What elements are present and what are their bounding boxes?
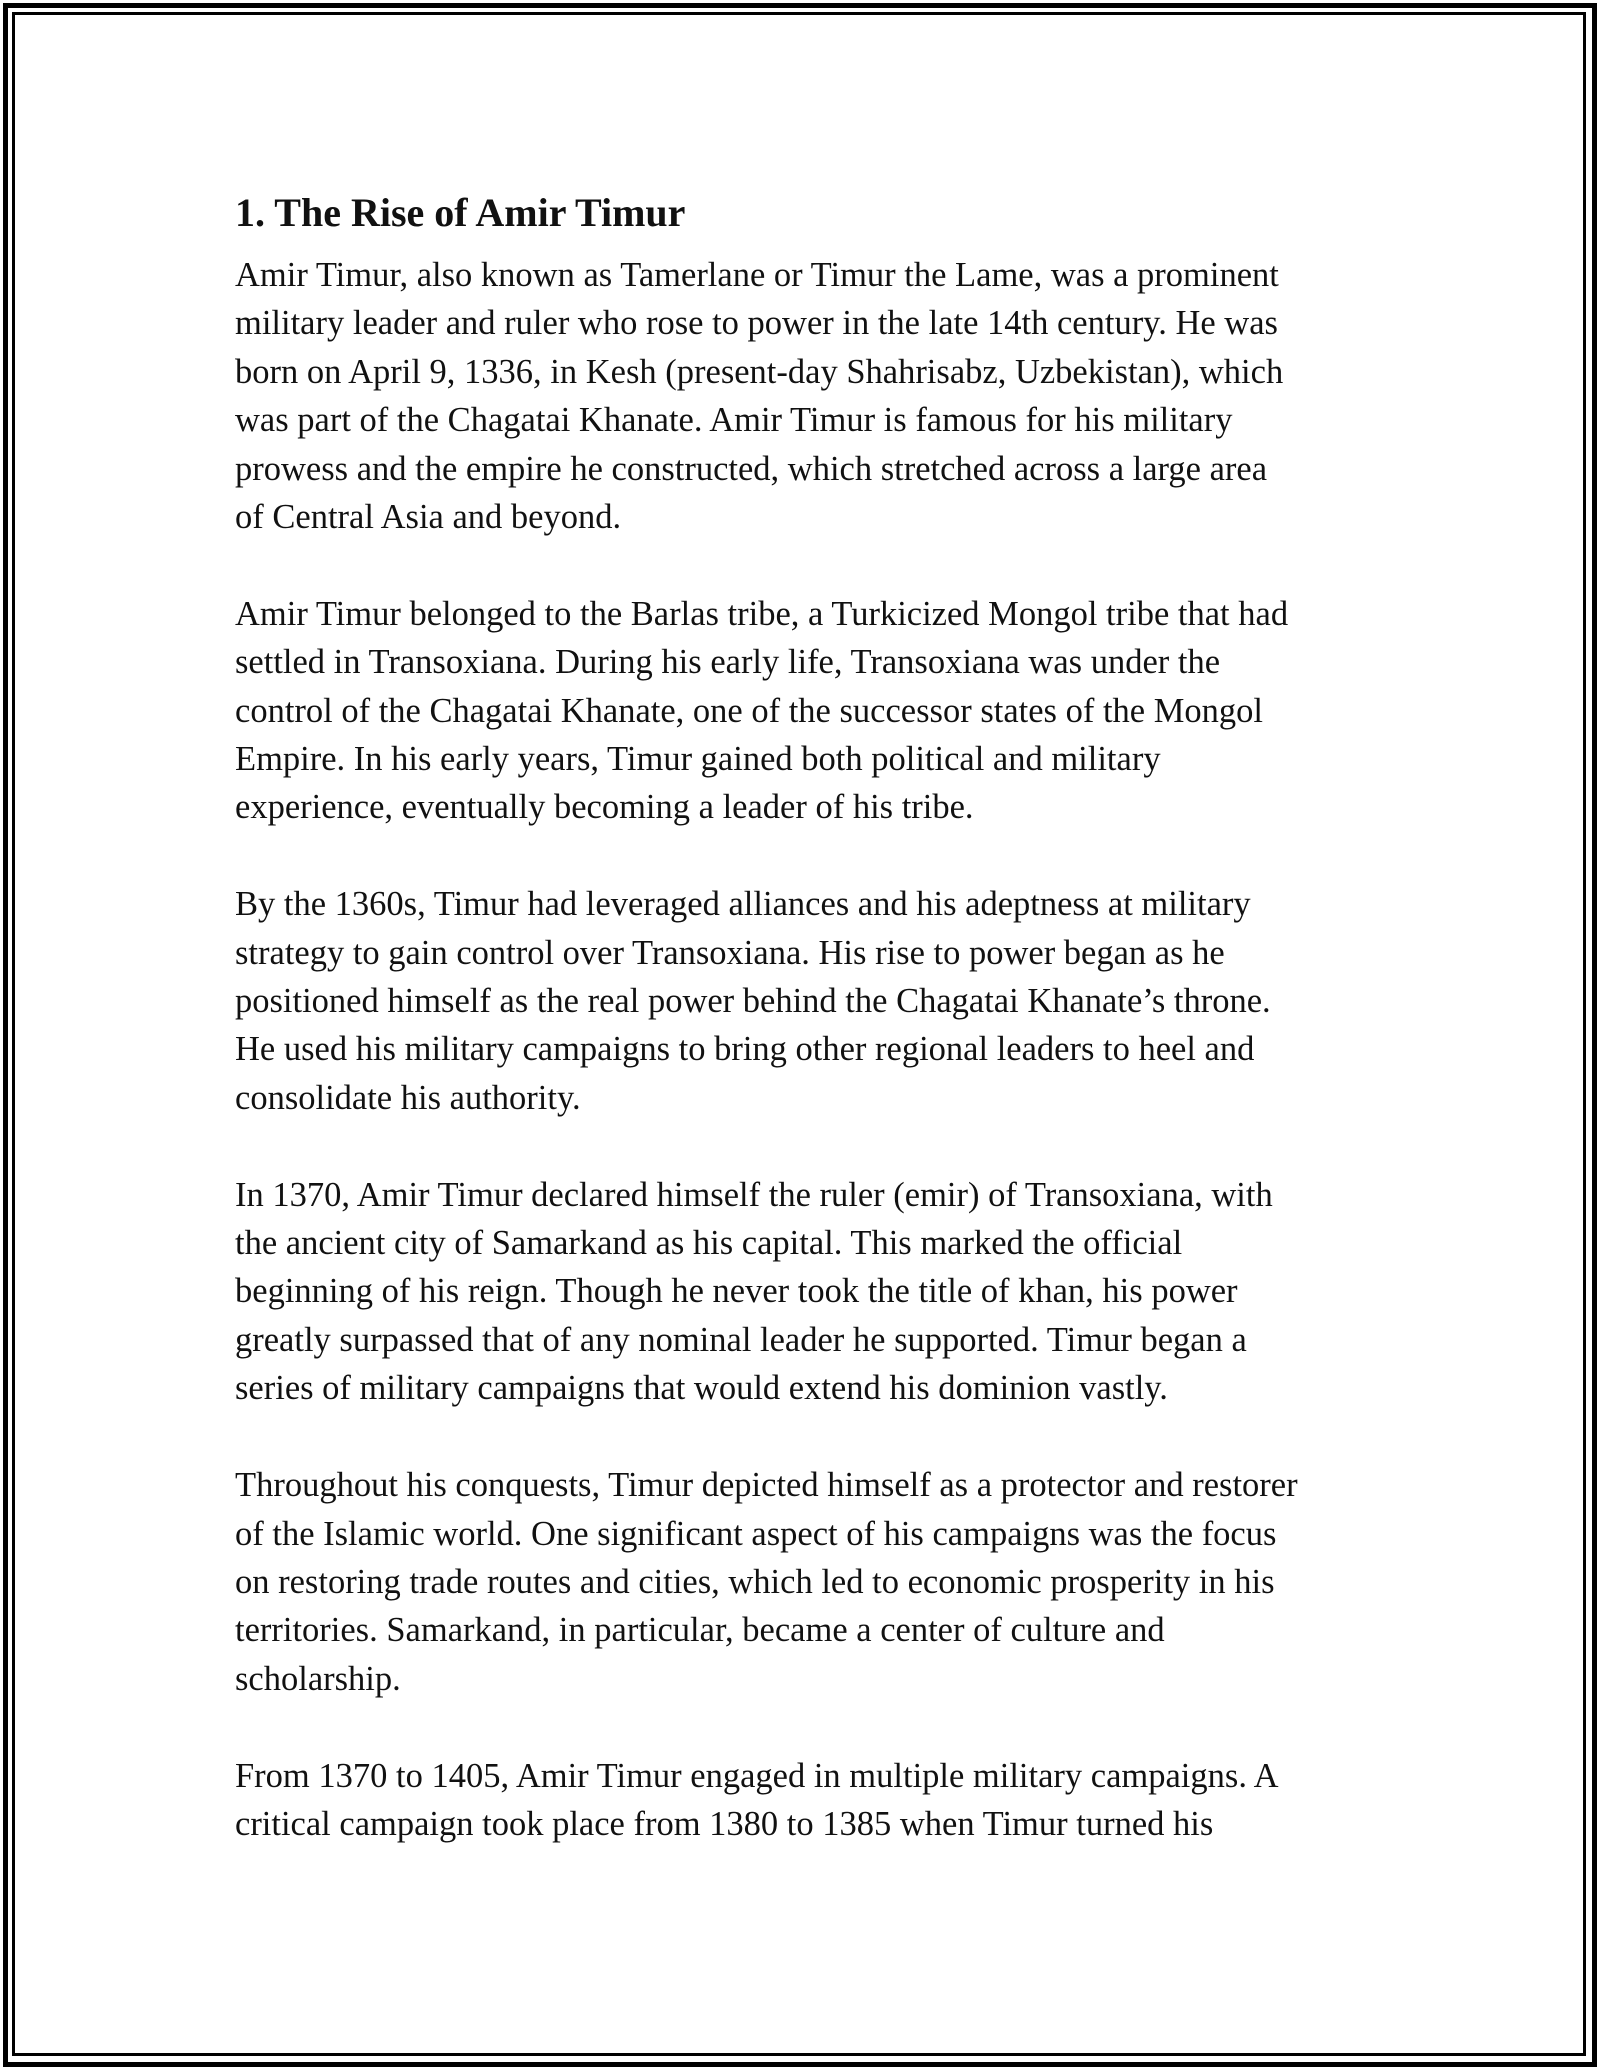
text-line: on restoring trade routes and cities, which led to economic prosperity in his (235, 1562, 1275, 1601)
section-heading: 1. The Rise of Amir Timur (235, 190, 686, 235)
paragraph (235, 1171, 1400, 1413)
text-line: territories. Samarkand, in particular, became a center of culture and (235, 1611, 1165, 1650)
text-line: In 1370, Amir Timur declared himself the ruler (emir) of Transoxiana, with (235, 1175, 1273, 1214)
text-line: settled in Transoxiana. During his early life, Transoxiana was under the (235, 643, 1221, 682)
text-line: From 1370 to 1405, Amir Timur engaged in multiple military campaigns. A (235, 1756, 1279, 1795)
document-body (235, 183, 1400, 1897)
text-line: prowess and the empire he constructed, which stretched across a large area (235, 449, 1268, 488)
text-line: Amir Timur belonged to the Barlas tribe, a Turkicized Mongol tribe that had (235, 594, 1289, 633)
text-line: control of the Chagatai Khanate, one of the successor states of the Mongol (235, 691, 1263, 730)
text-line: By the 1360s, Timur had leveraged alliances and his adeptness at military (235, 885, 1251, 924)
paragraph-list (235, 251, 1400, 1848)
text-line: series of military campaigns that would extend his dominion vastly. (235, 1369, 1168, 1408)
text-line: experience, eventually becoming a leader of his tribe. (235, 788, 974, 827)
paragraph (235, 590, 1400, 832)
text-line: He used his military campaigns to bring other regional leaders to heel and (235, 1030, 1255, 1069)
paragraph (235, 1752, 1400, 1849)
text-line: the ancient city of Samarkand as his capital. This marked the official (235, 1224, 1183, 1263)
text-line: born on April 9, 1336, in Kesh (present-day Shahrisabz, Uzbekistan), which (235, 352, 1284, 391)
text-line: beginning of his reign. Though he never took the title of khan, his power (235, 1272, 1238, 1311)
text-line: military leader and ruler who rose to power in the late 14th century. He was (235, 304, 1278, 343)
text-line: was part of the Chagatai Khanate. Amir Timur is famous for his military (235, 401, 1233, 440)
text-line: scholarship. (235, 1659, 401, 1698)
text-line: critical campaign took place from 1380 to 1385 when Timur turned his (235, 1804, 1214, 1843)
text-line: strategy to gain control over Transoxiana. His rise to power began as he (235, 933, 1225, 972)
text-line: of Central Asia and beyond. (235, 498, 622, 537)
paragraph (235, 1461, 1400, 1703)
paragraph (235, 880, 1400, 1122)
text-line: greatly surpassed that of any nominal leader he supported. Timur began a (235, 1320, 1247, 1359)
text-line: Empire. In his early years, Timur gained both political and military (235, 740, 1161, 779)
text-line: of the Islamic world. One significant aspect of his campaigns was the focus (235, 1514, 1277, 1553)
paragraph (235, 251, 1400, 541)
text-line: positioned himself as the real power behind the Chagatai Khanate’s throne. (235, 982, 1271, 1021)
text-line: consolidate his authority. (235, 1078, 581, 1117)
text-line: Amir Timur, also known as Tamerlane or Timur the Lame, was a prominent (235, 256, 1279, 294)
text-line: Throughout his conquests, Timur depicted himself as a protector and restorer (235, 1466, 1298, 1505)
